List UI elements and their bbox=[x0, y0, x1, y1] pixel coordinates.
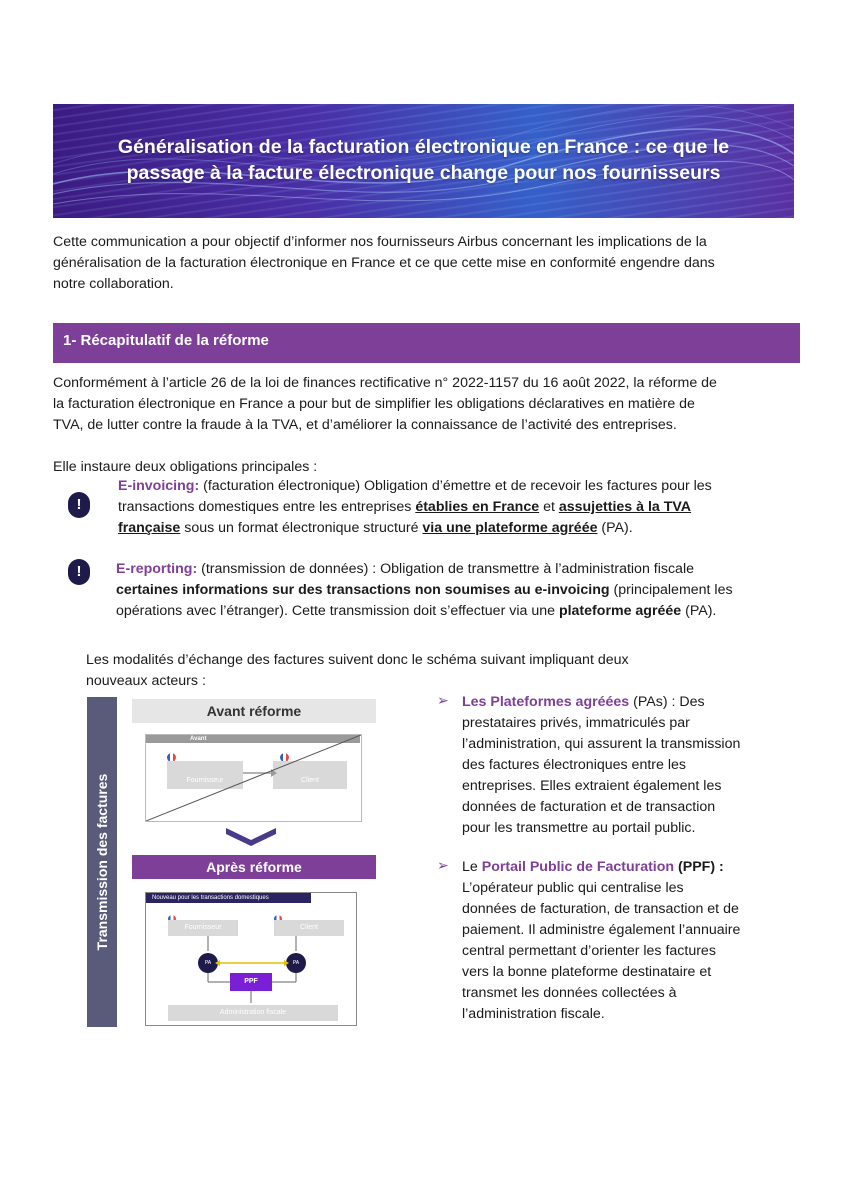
emphasis-span: établies en France bbox=[415, 499, 540, 515]
text-span: (principalement les bbox=[609, 582, 733, 598]
text-span: (PA). bbox=[597, 520, 633, 536]
ereporting-block bbox=[116, 559, 798, 622]
obligations-intro: Elle instaure deux obligations principales : bbox=[53, 459, 318, 475]
text-span: Le bbox=[462, 859, 482, 875]
einvoicing-block bbox=[118, 476, 798, 539]
intro-paragraph bbox=[53, 232, 800, 295]
ppf-node: PPF bbox=[230, 973, 272, 991]
avant-box bbox=[145, 734, 362, 822]
apres-tag: Nouveau pour les transactions domestiques bbox=[146, 893, 311, 903]
text-span: opérations avec l’étranger). Cette transmission doit s’effectuer via une bbox=[116, 603, 559, 619]
ereporting-label: E-reporting: bbox=[116, 561, 198, 577]
text-line: la facturation électronique en France a pour but de simplifier les obligations déclaratives en matière de bbox=[53, 396, 695, 412]
page-title bbox=[53, 134, 794, 186]
emphasis-span: via une plateforme agréée bbox=[422, 520, 598, 536]
text-line: données de facturation et de transaction bbox=[462, 799, 716, 815]
text-line bbox=[116, 559, 798, 580]
text-line: nouveaux acteurs : bbox=[86, 673, 206, 689]
einvoicing-label: E-invoicing: bbox=[118, 478, 200, 494]
chevron-down-icon bbox=[226, 826, 276, 846]
emphasis-span: plateforme agréée bbox=[558, 603, 682, 619]
header-banner bbox=[53, 104, 794, 218]
pa-right-node: PA bbox=[286, 953, 306, 973]
text-line bbox=[116, 580, 798, 601]
avant-client-node: Client bbox=[273, 761, 347, 789]
text-span: (facturation électronique) Obligation d’émettre et de recevoir les factures pour les bbox=[199, 478, 712, 494]
text-line bbox=[116, 601, 798, 622]
text-line: transmet les données collectées à bbox=[462, 985, 677, 1001]
page-title-line: Généralisation de la facturation électronique en France : ce que le bbox=[117, 136, 730, 158]
apres-client-node: Client bbox=[274, 920, 344, 936]
text-line: L’opérateur public qui centralise les bbox=[462, 880, 684, 896]
avant-supplier-node: Fournisseur bbox=[167, 761, 243, 789]
reform-paragraph bbox=[53, 373, 800, 436]
text-span: et bbox=[539, 499, 559, 515]
text-line bbox=[462, 857, 768, 878]
section-heading-bar bbox=[53, 323, 800, 363]
schema-intro bbox=[86, 650, 726, 692]
text-line: paiement. Il administre également l’annuaire bbox=[462, 922, 741, 938]
text-line bbox=[118, 518, 798, 539]
pa-title: Les Plateformes agréées bbox=[462, 694, 630, 710]
exclamation-icon: ! bbox=[68, 492, 90, 518]
emphasis-span: assujetties à la TVA bbox=[558, 499, 692, 515]
text-line: l’administration, qui assurent la transmission bbox=[462, 736, 741, 752]
emphasis-span: certaines informations sur des transactions non soumises au e-invoicing bbox=[116, 582, 610, 598]
text-line bbox=[118, 476, 798, 497]
text-span: (PA). bbox=[681, 603, 717, 619]
text-span: transactions domestiques entre les entreprises bbox=[118, 499, 416, 515]
page-title-line: passage à la facture électronique change pour nos fournisseurs bbox=[126, 162, 721, 184]
avant-tag: Avant bbox=[146, 735, 360, 743]
section-title: 1- Récapitulatif de la réforme bbox=[63, 332, 269, 349]
text-line bbox=[118, 497, 798, 518]
apres-flow-arrows bbox=[146, 893, 356, 1025]
text-line: TVA, de lutter contre la fraude à la TVA, et d’améliorer la connaissance de l’activité des entreprises. bbox=[53, 417, 677, 433]
avant-crossout-lines bbox=[146, 735, 361, 821]
diagram-side-label: Transmission des factures bbox=[94, 773, 110, 951]
emphasis-span: (PPF) : bbox=[674, 859, 724, 875]
text-line: données de facturation, de transaction et de bbox=[462, 901, 739, 917]
text-line: notre collaboration. bbox=[53, 276, 174, 292]
apres-box bbox=[145, 892, 357, 1026]
text-span: sous un format électronique structuré bbox=[180, 520, 423, 536]
admin-node: Administration fiscale bbox=[168, 1005, 338, 1021]
ppf-title: Portail Public de Facturation bbox=[481, 859, 675, 875]
apres-title: Après réforme bbox=[132, 855, 376, 879]
exclamation-icon: ! bbox=[68, 559, 90, 585]
text-span: (PAs) : Des bbox=[629, 694, 705, 710]
apres-supplier-node: Fournisseur bbox=[168, 920, 238, 936]
text-line: central permettant d’orienter les factures bbox=[462, 943, 716, 959]
text-span: (transmission de données) : Obligation de transmettre à l’administration fiscale bbox=[197, 561, 694, 577]
pa-left-node: PA bbox=[198, 953, 218, 973]
pa-description bbox=[462, 692, 768, 839]
text-line: Conformément à l’article 26 de la loi de finances rectificative n° 2022-1157 du 16 août 2022, la réforme de bbox=[53, 375, 717, 391]
avant-title: Avant réforme bbox=[132, 699, 376, 723]
text-line: entreprises. Elles extraient également les bbox=[462, 778, 722, 794]
arrow-bullet-icon: ➢ bbox=[437, 692, 449, 708]
ppf-description bbox=[462, 857, 768, 1025]
text-line bbox=[462, 692, 768, 713]
text-line: des factures électroniques entre les bbox=[462, 757, 686, 773]
text-line: l’administration fiscale. bbox=[462, 1006, 605, 1022]
text-line: vers la bonne plateforme destinataire et bbox=[462, 964, 712, 980]
text-line: généralisation de la facturation électronique en France et ce que cette mise en conformité engendre dans bbox=[53, 255, 715, 271]
text-line: Les modalités d’échange des factures suivent donc le schéma suivant impliquant deux bbox=[86, 652, 629, 668]
diagram-side-bar bbox=[87, 697, 117, 1027]
emphasis-span: française bbox=[118, 520, 181, 536]
text-line: Cette communication a pour objectif d’informer nos fournisseurs Airbus concernant les implications de la bbox=[53, 234, 707, 250]
text-line: pour les transmettre au portail public. bbox=[462, 820, 696, 836]
arrow-bullet-icon: ➢ bbox=[437, 857, 449, 873]
text-line: prestataires privés, immatriculés par bbox=[462, 715, 690, 731]
